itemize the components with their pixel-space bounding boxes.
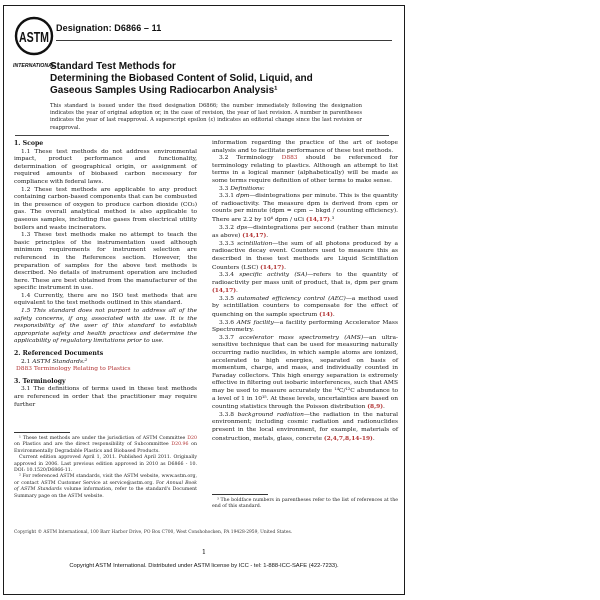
paragraph xyxy=(212,412,398,443)
text-run: 3.3.4 xyxy=(219,272,240,279)
paragraph xyxy=(212,241,398,272)
text-run: —an ultra-sensitive technique that can be used for measuring naturally occurring radio nuclides, in which sample atoms are ionized, accelerated to high energies, separated on basis of momentum, charge, and mass, and individually counted in Faraday collectors. This high energy separation is extremely effective in filtering out isobaric interferences, such that AMS may be used to measure accurately the ¹⁴C/¹²C abundance to a level of 1 in 10¹⁵. At these levels, uncertainties are based on counting statistics through the Poisson distribution xyxy=(212,334,398,411)
text-run: scintillation xyxy=(237,240,273,247)
paragraph xyxy=(14,308,197,346)
document-title xyxy=(50,61,313,97)
text-run: Definitions: xyxy=(230,185,265,192)
text-run: ² For referenced ASTM standards, visit the ASTM website, www.astm.org, or contact ASTM Customer Service at service@astm.org. For xyxy=(14,474,197,486)
paragraph xyxy=(14,386,197,409)
text-run: 3.2 Terminology xyxy=(219,155,282,162)
text-run: . xyxy=(372,435,375,442)
text-run: 3.3.8 xyxy=(219,411,238,418)
footnote xyxy=(14,474,197,500)
section-heading xyxy=(14,378,197,386)
footnote xyxy=(14,455,197,474)
text-run: 3.3.6 xyxy=(219,319,237,326)
text-run: 3.3.1 xyxy=(219,193,237,200)
paragraph xyxy=(14,359,197,367)
link[interactable]: (14,17) xyxy=(260,263,285,271)
footnote-separator xyxy=(14,432,70,433)
footnote xyxy=(212,498,398,511)
paragraph xyxy=(14,187,197,233)
link[interactable]: (14,17) xyxy=(242,232,267,240)
text-run: . xyxy=(383,404,385,411)
text-run: 1. Scope xyxy=(14,140,44,147)
astm-logo-letters: ASTM xyxy=(19,29,49,46)
license-footer: Copyright ASTM International. Distributed under ASTM license by ICC - tel: 1-888-ICC-SAFE (422-7233). xyxy=(69,563,339,569)
text-run: . xyxy=(284,264,287,271)
link[interactable]: (2,4,7,8,14-19) xyxy=(323,434,373,442)
link[interactable]: D883 xyxy=(281,155,298,162)
footnote-separator xyxy=(212,494,268,495)
text-run: —refers to the quantity of radioactivity per mass unit of product, that is, dpm per gram xyxy=(212,272,398,286)
astm-logo-international: INTERNATIONAL xyxy=(13,63,55,69)
link[interactable]: (14,17) xyxy=(212,287,237,295)
text-run: 1.5 This standard does not purport to address all of the safety concerns, if any, associated with its use. It is the responsibility of the user of this standard to establish appropriate safety and health practices and determine the applicability of regulatory limitations prior to use. xyxy=(14,308,197,345)
footnotes-right xyxy=(212,494,398,511)
text-run: volume information, refer to the standard's Document Summary page on the ASTM website. xyxy=(14,487,197,499)
text-run: automated efficiency control (AEC) xyxy=(237,295,346,302)
text-run: 3.3.7 xyxy=(219,334,240,341)
text-run: ASTM Standards:² xyxy=(32,358,88,365)
paragraph xyxy=(212,335,398,412)
link[interactable]: (8,9) xyxy=(367,403,384,411)
text-run: dps xyxy=(236,224,248,231)
link[interactable]: D20.96 xyxy=(171,442,189,448)
text-run: background radiation xyxy=(237,411,304,418)
paragraph xyxy=(212,320,398,335)
page-number: 1 xyxy=(201,548,207,556)
paragraph xyxy=(212,296,398,320)
text-run: —a method used by scintillation counters to compensate for the effect of quenching on the sample spectrum xyxy=(212,295,398,319)
text-run: —disintegrations per second (rather than minute as above) xyxy=(212,224,398,240)
text-run: . xyxy=(332,312,335,319)
text-run: 1.4 Currently, there are no ISO test methods that are equivalent to the test methods outlined in this standard. xyxy=(14,292,197,307)
paragraph xyxy=(212,155,398,185)
text-run: —disintegrations per minute. This is the quantity of radioactivity. The measure dpm is derived from cpm or counts per minute (dpm = cpm − bkgd / counting efficiency). There are 2.2 by 10⁶ dpm / uCi xyxy=(212,193,398,223)
text-run: on Environmentally Degradable Plastics and Biobased Products. xyxy=(14,442,197,454)
copyright-line: Copyright © ASTM International, 100 Barr Harbor Drive, PO Box C700, West Conshohocken, PA 19428-2959, United States. xyxy=(14,530,293,535)
body-column-left xyxy=(14,140,197,409)
footnote-list xyxy=(212,498,398,511)
text-run: —the radiation in the natural environment; including cosmic radiation and radionuclides present in the local environment, for example, materials of construction, metals, glass, concrete xyxy=(212,411,398,442)
link[interactable]: Terminology Relating to Plastics xyxy=(31,366,131,373)
text-run: 2.1 xyxy=(21,358,33,365)
text-run: 3. Terminology xyxy=(14,377,66,385)
intro-separator-rule xyxy=(15,135,389,136)
document-page xyxy=(3,5,405,595)
body-column-right xyxy=(212,140,398,443)
text-run: 1.3 These test methods make no attempt to teach the basic principles of the instrumentation used although minimum requirements for instrument selection are referenced in the References section. However, the preparation of samples for the above test methods is described. No details of instrument operation are included here. These are best obtained from the manufacturer of the specific instrument in use. xyxy=(14,232,197,292)
text-run: . xyxy=(236,288,238,295)
link[interactable]: (14,17) xyxy=(305,215,330,223)
paragraph xyxy=(14,293,197,308)
text-run: information regarding the practice of the art of isotope analysis and to facilitate performance of these test methods. xyxy=(212,140,398,154)
text-run: dpm xyxy=(236,193,250,200)
designation-text: Designation: D6866 – 11 xyxy=(56,23,162,33)
paragraph xyxy=(212,225,398,241)
paragraph xyxy=(212,186,398,194)
link[interactable]: (14) xyxy=(319,311,333,319)
text-run: AMS facility xyxy=(236,319,274,326)
text-run: —a facility performing Accelerator Mass Spectrometry. xyxy=(212,319,398,334)
text-run: 3.1 The definitions of terms used in these test methods are referenced in order that the practitioner may require further xyxy=(14,386,197,408)
text-run: ³ The boldface numbers in parentheses refer to the list of references at the end of this standard. xyxy=(212,498,398,510)
footnotes-left xyxy=(14,432,197,500)
text-run: should be referenced for terminology relating to plastics. Although an attempt to list terms in a logical manner (alphabetically) will be made as some terms require definition of other terms to make sense. xyxy=(212,155,398,184)
text-run: ¹ These test methods are under the jurisdiction of ASTM Committee xyxy=(19,436,188,441)
text-run: on Plastics and are the direct responsibility of Subcommittee xyxy=(14,442,172,448)
paragraph xyxy=(14,232,197,293)
header-rule xyxy=(56,40,392,41)
text-run: 2. Referenced Documents xyxy=(14,350,104,358)
text-run: .³ xyxy=(329,216,335,223)
link[interactable]: D883 xyxy=(16,366,32,373)
reference-item xyxy=(14,366,197,374)
paragraph xyxy=(212,193,398,224)
text-run: —the sum of all photons produced by a radioactive decay event. Counters used to measure this as described in these test methods are Liquid Scintillation Counters (LSC) xyxy=(212,240,398,271)
text-run: 3.3.2 xyxy=(219,224,237,231)
footnote-list xyxy=(14,436,197,500)
link[interactable]: D20 xyxy=(187,436,197,441)
issuance-note: This standard is issued under the fixed designation D6866; the number immediately following the designation indicates the year of original adoption or, in the case of revision, the year of last revision. A number in parentheses indicates the year of last reapproval. A superscript epsilon (ε) indicates an editorial change since the last revision or reapproval. xyxy=(50,103,362,131)
text-run: 3.3.5 xyxy=(219,295,238,302)
text-run: Annual Book of ASTM Standards xyxy=(14,480,197,493)
text-run: . xyxy=(266,233,269,240)
section-heading xyxy=(14,350,197,358)
text-run: specific activity (SA) xyxy=(239,272,308,279)
title-line-1: Standard Test Methods for xyxy=(50,61,176,72)
footnote xyxy=(14,436,197,455)
title-line-3: Gaseous Samples Using Radiocarbon Analysis¹ xyxy=(50,85,278,96)
text-run: accelerator mass spectrometry (AMS) xyxy=(239,334,364,341)
paragraph xyxy=(212,140,398,155)
text-run: 3.3 xyxy=(219,185,231,192)
text-run: 3.3.3 xyxy=(219,240,238,247)
text-run: Current edition approved April 1, 2011. Published April 2011. Originally approved in 2006. Last previous edition approved in 2010 as D6866 - 10. DOI: 10.1520/D6866-11. xyxy=(14,455,197,474)
title-line-2: Determining the Biobased Content of Solid, Liquid, and xyxy=(50,73,313,84)
text-run: 1.1 These test methods do not address environmental impact, product performance and functionality, determination of geographical origin, or assignment of required amounts of biobased carbon necessary for compliance with federal laws. xyxy=(14,148,197,185)
paragraph xyxy=(14,149,197,187)
section-heading xyxy=(14,140,197,148)
paragraph xyxy=(212,272,398,296)
text-run: 1.2 These test methods are applicable to any product containing carbon-based components that can be combusted in the presence of oxygen to produce carbon dioxide (CO₂) gas. The overall analytical method is also applicable to gaseous samples, including flue gases from electrical utility boilers and waste incinerators. xyxy=(14,186,197,231)
